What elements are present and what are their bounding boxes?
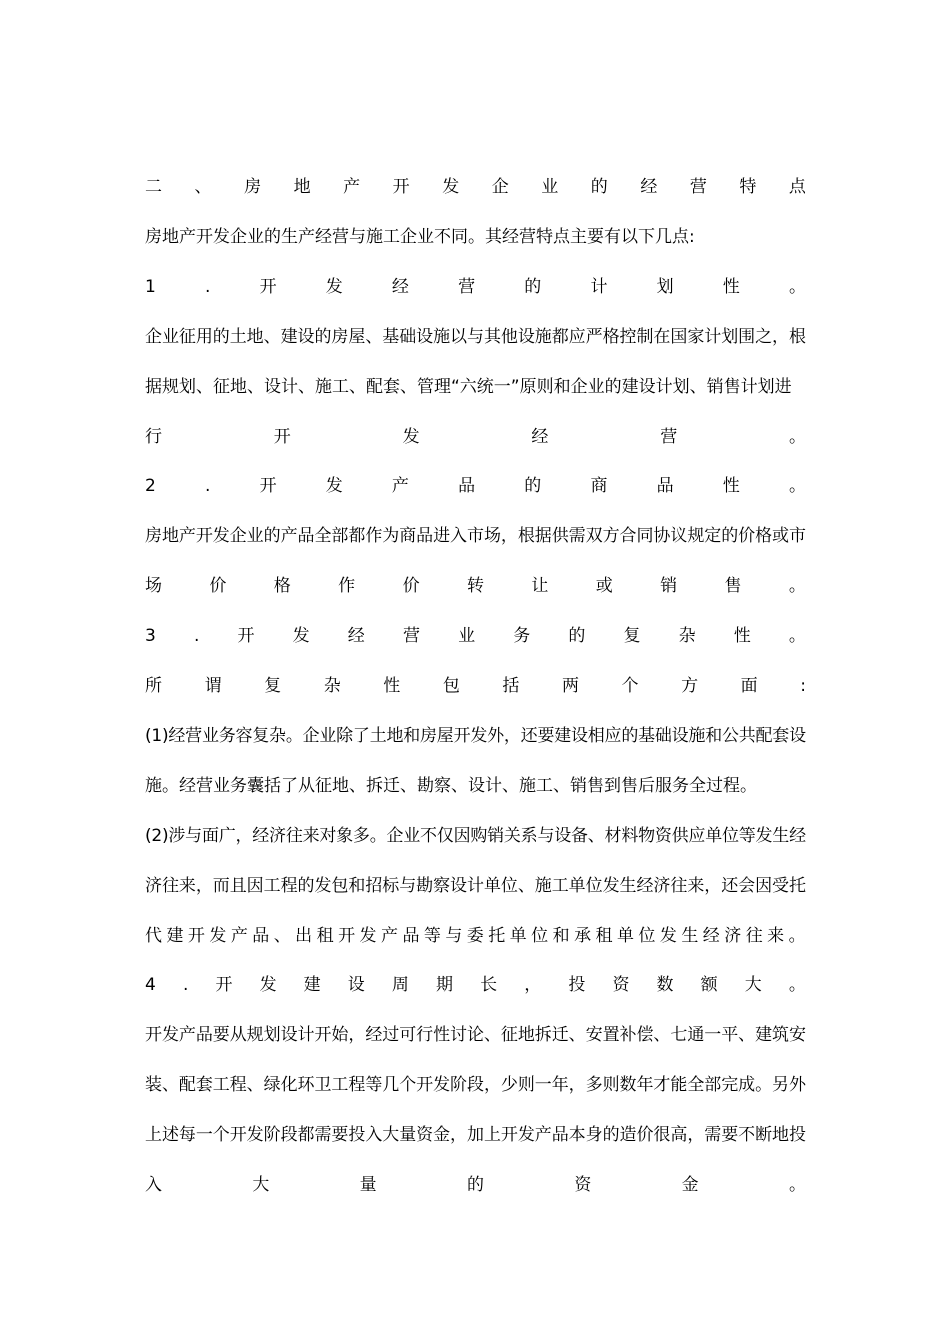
character: 大 xyxy=(744,975,762,995)
character: 方 xyxy=(681,676,699,696)
character: 开 xyxy=(259,277,277,297)
character: 开 xyxy=(215,975,233,995)
character: 发 xyxy=(325,277,343,297)
character: 房 xyxy=(244,177,262,197)
character: 开 xyxy=(187,926,205,946)
character: 所 xyxy=(145,676,162,696)
character: 资 xyxy=(574,1175,592,1195)
character: 。 xyxy=(788,926,806,946)
character: 产 xyxy=(343,177,361,197)
paragraph-line: 房地产开发企业的产品全部都作为商品进入市场，根据供需双方合同协议规定的价格或市 xyxy=(145,526,806,546)
character: 经 xyxy=(391,277,409,297)
character: 个 xyxy=(621,676,639,696)
character: 面 xyxy=(740,676,758,696)
character: 大 xyxy=(252,1175,270,1195)
character: 租 xyxy=(595,926,613,946)
paragraph-line: (2)涉与面广，经济往来对象多。企业不仅因购销关系与设备、材料物资供应单位等发生经 xyxy=(145,826,806,846)
paragraph-line: 据规划、征地、设计、施工、配套、管理“六统一”原则和企业的建设计划、销售计划进 xyxy=(145,377,792,397)
character: 。 xyxy=(788,975,806,995)
character: 设 xyxy=(347,975,365,995)
character: 地 xyxy=(293,177,311,197)
paragraph-line: (1)经营业务容复杂。企业除了土地和房屋开发外，还要建设相应的基础设施和公共配套设 xyxy=(145,726,806,746)
subheading xyxy=(145,970,806,1000)
character: 发 xyxy=(259,975,277,995)
character: 两 xyxy=(561,676,579,696)
character: 作 xyxy=(338,576,356,596)
character: 济 xyxy=(724,926,742,946)
paragraph-line xyxy=(145,571,806,601)
character: 建 xyxy=(303,975,321,995)
character: 行 xyxy=(145,427,162,447)
paragraph-line: 济往来，而且因工程的发包和招标与勘察设计单位、施工单位发生经济往来，还会因受托 xyxy=(145,876,806,896)
character: 品 xyxy=(656,476,674,496)
character: 出 xyxy=(295,926,313,946)
character: 代 xyxy=(145,926,162,946)
paragraph-line: 施。经营业务囊括了从征地、拆迁、勘察、设计、施工、销售到售后服务全过程。 xyxy=(145,776,757,796)
character: 业 xyxy=(458,626,476,646)
character: 金 xyxy=(681,1175,699,1195)
character: 产 xyxy=(230,926,248,946)
character: 品 xyxy=(402,926,420,946)
character: 杂 xyxy=(678,626,696,646)
character: 包 xyxy=(442,676,460,696)
character: 。 xyxy=(788,427,806,447)
character: 开 xyxy=(237,626,255,646)
paragraph-line: 装、配套工程、绿化环卫工程等几个开发阶段，少则一年，多则数年才能全部完成。另外 xyxy=(145,1075,806,1095)
character: 和 xyxy=(552,926,570,946)
paragraph-line: 上述每一个开发阶段都需要投入大量资金，加上开发产品本身的造价很高，需要不断地投 xyxy=(145,1125,806,1145)
character: 发 xyxy=(402,427,420,447)
character: 销 xyxy=(660,576,678,596)
character: 营 xyxy=(402,626,420,646)
paragraph-line xyxy=(145,1170,806,1200)
character: : xyxy=(800,676,806,696)
character: 发 xyxy=(442,177,460,197)
character: 让 xyxy=(531,576,549,596)
character: 位 xyxy=(638,926,656,946)
character: 、 xyxy=(194,177,212,197)
character: ， xyxy=(524,975,542,995)
character: 。 xyxy=(788,626,806,646)
character: 计 xyxy=(590,277,608,297)
character: 租 xyxy=(316,926,334,946)
character: 杂 xyxy=(323,676,341,696)
paragraph-line xyxy=(145,671,806,701)
subheading xyxy=(145,621,806,651)
character: 经 xyxy=(702,926,720,946)
character: 或 xyxy=(595,576,613,596)
character: 产 xyxy=(391,476,409,496)
character: 。 xyxy=(788,576,806,596)
character: 性 xyxy=(722,476,740,496)
subheading xyxy=(145,471,806,501)
character: 2 xyxy=(145,476,156,496)
character: 产 xyxy=(380,926,398,946)
character: 数 xyxy=(656,975,674,995)
character: 性 xyxy=(733,626,751,646)
character: 量 xyxy=(359,1175,377,1195)
section-heading xyxy=(145,172,806,202)
character: 长 xyxy=(480,975,498,995)
character: 品 xyxy=(252,926,270,946)
character: 、 xyxy=(273,926,291,946)
character: . xyxy=(205,277,211,297)
paragraph-line: 开发产品要从规划设计开始，经过可行性讨论、征地拆迁、安置补偿、七通一平、建筑安 xyxy=(145,1025,806,1045)
character: 务 xyxy=(513,626,531,646)
character: 经 xyxy=(347,626,365,646)
character: 划 xyxy=(656,277,674,297)
character: 复 xyxy=(264,676,282,696)
character: 特 xyxy=(739,177,757,197)
character: 托 xyxy=(488,926,506,946)
subheading xyxy=(145,272,806,302)
character: 入 xyxy=(145,1175,162,1195)
character: 业 xyxy=(541,177,559,197)
character: 营 xyxy=(689,177,707,197)
character: 开 xyxy=(392,177,410,197)
character: 的 xyxy=(524,476,542,496)
paragraph-line xyxy=(145,921,806,951)
character: 。 xyxy=(788,476,806,496)
character: 。 xyxy=(788,277,806,297)
paragraph-line xyxy=(145,422,806,452)
character: 等 xyxy=(423,926,441,946)
character: 单 xyxy=(509,926,527,946)
character: 企 xyxy=(491,177,509,197)
character: 转 xyxy=(466,576,484,596)
character: 开 xyxy=(338,926,356,946)
character: 承 xyxy=(574,926,592,946)
character: 售 xyxy=(724,576,742,596)
character: 营 xyxy=(458,277,476,297)
character: 建 xyxy=(166,926,184,946)
character: 单 xyxy=(616,926,634,946)
character: 价 xyxy=(402,576,420,596)
character: 场 xyxy=(145,576,162,596)
character: 额 xyxy=(700,975,718,995)
character: 经 xyxy=(531,427,549,447)
character: 与 xyxy=(445,926,463,946)
character: 的 xyxy=(466,1175,484,1195)
character: 发 xyxy=(209,926,227,946)
character: 商 xyxy=(590,476,608,496)
character: 发 xyxy=(325,476,343,496)
character: 。 xyxy=(788,1175,806,1195)
character: 来 xyxy=(767,926,785,946)
character: . xyxy=(205,476,211,496)
character: 1 xyxy=(145,277,156,297)
character: 的 xyxy=(524,277,542,297)
paragraph-line: 房地产开发企业的生产经营与施工企业不同。其经营特点主要有以下几点: xyxy=(145,227,695,247)
paragraph-line: 企业征用的土地、建设的房屋、基础设施以与其他设施都应严格控制在国家计划围之，根 xyxy=(145,327,806,347)
character: 委 xyxy=(466,926,484,946)
character: 谓 xyxy=(204,676,222,696)
character: 开 xyxy=(273,427,291,447)
character: . xyxy=(182,975,189,995)
character: 括 xyxy=(502,676,520,696)
character: 复 xyxy=(623,626,641,646)
character: 资 xyxy=(612,975,630,995)
character: 4 xyxy=(145,975,156,995)
character: 位 xyxy=(531,926,549,946)
character: 生 xyxy=(681,926,699,946)
character: 营 xyxy=(660,427,678,447)
character: 的 xyxy=(590,177,608,197)
character: 往 xyxy=(745,926,763,946)
character: 发 xyxy=(292,626,310,646)
character: 格 xyxy=(273,576,291,596)
character: 的 xyxy=(568,626,586,646)
character: 性 xyxy=(383,676,401,696)
character: 性 xyxy=(722,277,740,297)
character: 点 xyxy=(788,177,806,197)
character: 发 xyxy=(659,926,677,946)
character: 价 xyxy=(209,576,227,596)
character: . xyxy=(193,626,200,646)
character: 3 xyxy=(145,626,156,646)
character: 期 xyxy=(436,975,453,995)
character: 经 xyxy=(640,177,658,197)
character: 二 xyxy=(145,177,162,197)
character: 投 xyxy=(568,975,586,995)
character: 品 xyxy=(458,476,476,496)
character: 发 xyxy=(359,926,377,946)
character: 开 xyxy=(259,476,277,496)
character: 周 xyxy=(391,975,409,995)
